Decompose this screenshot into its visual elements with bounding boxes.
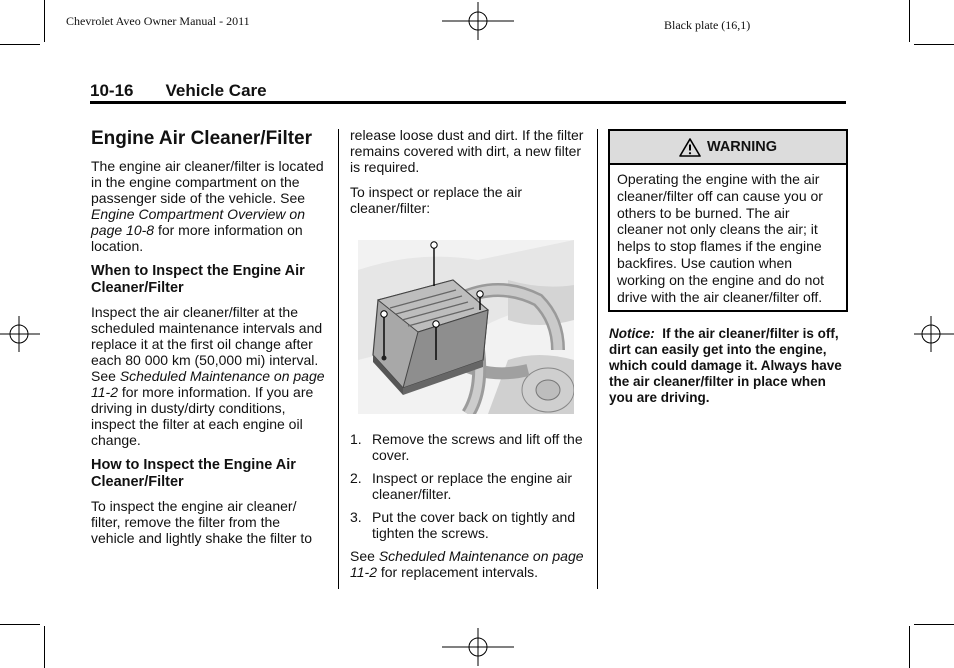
warning-text: Operating the engine with the air cleaner/filter off can cause you or others to be burned. The air cleaner not only cleans the air; it helps to stop flames if the engine backfires. Use caution when working on the engine and do not drive with the air cleaner/filter off. <box>617 171 825 305</box>
crop-mark <box>44 0 45 42</box>
notice-label: Notice: <box>609 326 655 341</box>
column-2 <box>350 127 590 225</box>
section-title: Vehicle Care <box>165 81 267 100</box>
registration-mark-right <box>914 296 954 372</box>
column-divider <box>597 129 598 589</box>
page-title: Engine Air Cleaner/Filter <box>91 128 313 149</box>
registration-mark-top <box>440 2 516 40</box>
registration-mark-bottom <box>440 628 516 666</box>
air-cleaner-illustration <box>358 240 574 414</box>
column-1 <box>91 128 327 555</box>
column-divider <box>338 129 339 589</box>
intro-paragraph: The engine air cleaner/filter is located in the engine compartment on the passenger side of the vehicle. See Engine Compartment Overview on page 10-8 for more information on location. <box>91 158 324 254</box>
section-heading <box>90 81 267 101</box>
running-header-title: Chevrolet Aveo Owner Manual - 2011 <box>66 14 250 28</box>
list-item: 2. Inspect or replace the engine air cleaner/filter. <box>350 470 573 502</box>
header-rule <box>90 101 846 104</box>
how-paragraph: To inspect the engine air cleaner/ filter, remove the filter from the vehicle and lightly shake the filter to <box>91 498 313 546</box>
subheading-when: When to Inspect the Engine Air Cleaner/Filter <box>91 263 305 296</box>
crop-mark <box>914 624 954 625</box>
column-2-lower <box>350 431 590 589</box>
procedure-steps <box>350 431 590 541</box>
cross-reference-link[interactable]: Scheduled Maintenance on page 11-2 <box>91 368 325 400</box>
continued-paragraph: release loose dust and dirt. If the filter remains covered with dirt, a new filter is required. <box>350 127 584 175</box>
plate-label: Black plate (16,1) <box>664 18 751 32</box>
see-paragraph: See Scheduled Maintenance on page 11-2 for replacement intervals. <box>350 548 584 580</box>
list-item: 1. Remove the screws and lift off the cover. <box>350 431 583 463</box>
crop-mark <box>44 626 45 668</box>
warning-header <box>610 131 846 165</box>
crop-mark <box>0 44 40 45</box>
page-number: 10-16 <box>90 81 134 100</box>
subheading-how: How to Inspect the Engine Air Cleaner/Filter <box>91 457 296 490</box>
crop-mark <box>914 44 954 45</box>
notice-text: If the air cleaner/filter is off, dirt can easily get into the engine, which could damage it. Always have the air cleaner/filter in place when you are driving. <box>609 326 842 405</box>
when-paragraph: Inspect the air cleaner/filter at the scheduled maintenance intervals and replace it at the first oil change after each 80 000 km (50,000 mi) interval. See Scheduled Maintenance on page 11-2 for more information. If you are driving in dusty/dirty conditions, inspect the filter at each engine oil change. <box>91 304 325 448</box>
cross-reference-link[interactable]: Scheduled Maintenance on page 11-2 <box>350 548 584 580</box>
cross-reference-link[interactable]: Engine Compartment Overview on page 10-8 <box>91 206 305 238</box>
crop-mark <box>909 626 910 668</box>
crop-mark <box>0 624 40 625</box>
inspect-intro: To inspect or replace the air cleaner/filter: <box>350 184 522 216</box>
warning-box <box>608 129 848 312</box>
warning-triangle-icon <box>679 138 701 157</box>
list-item: 3. Put the cover back on tightly and tighten the screws. <box>350 509 576 541</box>
warning-title: WARNING <box>706 139 778 155</box>
notice-paragraph <box>609 326 845 406</box>
registration-mark-left <box>0 296 40 372</box>
crop-mark <box>909 0 910 42</box>
